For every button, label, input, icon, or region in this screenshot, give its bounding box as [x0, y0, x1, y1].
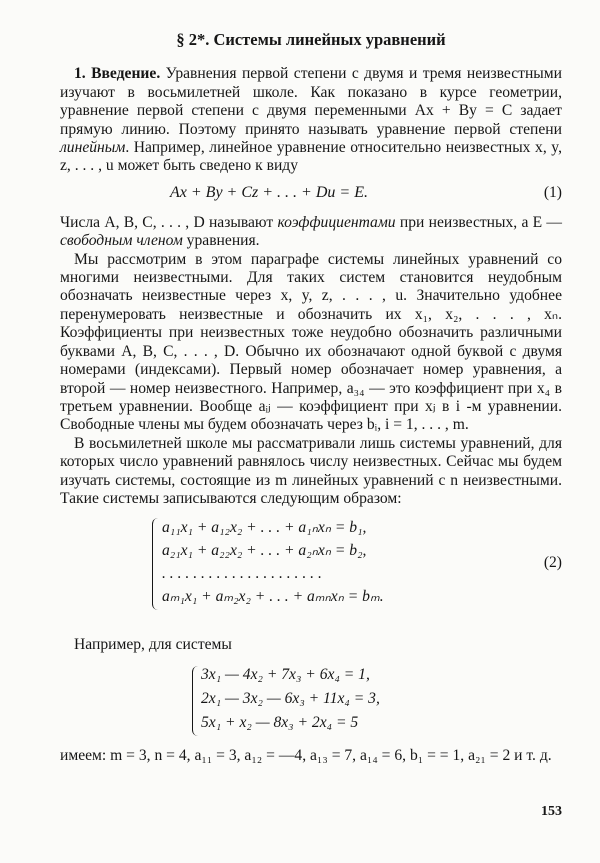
system-2-row: aₘ₁x₁ + aₘ₂x₂ + . . . + aₘₙxₙ = bₘ.	[162, 588, 384, 606]
intro-paragraph	[60, 65, 562, 175]
conclusion-paragraph: имеем: m = 3, n = 4, a₁₁ = 3, a₁₂ = —4, a₁₃ = 7, a₁₄ = 6, b₁ = = 1, a₂₁ = 2 и т. д.	[60, 746, 552, 764]
equation-1-body: Ax + By + Cz + . . . + Du = E.	[170, 183, 368, 201]
system-2	[60, 516, 562, 616]
p2-part-b: при неизвестных, а E —	[395, 213, 562, 231]
coefficients-paragraph	[60, 214, 562, 251]
example-system-rows	[201, 663, 380, 735]
system-2-row: . . . . . . . . . . . . . . . . . . . . .	[162, 565, 322, 583]
equation-1-number: (1)	[543, 183, 562, 201]
system-2-brace	[152, 518, 159, 610]
intro-emphasis: линейным	[60, 139, 126, 157]
systems-paragraph: В восьмилетней школе мы рассматривали лишь системы уравнений, для которых число уравнений равнялось числу неизвестных. Сейчас мы будем изучать системы, состоящие из m линейных уравнений с n неизвестными. Такие системы записываются следующим образом:	[60, 434, 562, 507]
example-system	[60, 663, 562, 741]
intro-text: Уравнения первой степени с двумя и тремя неизвестными изучают в восьмилетней школе. Как показано в курсе геометрии, уравнение первой степени с двумя переменными Ax + By = C задает прямую линию. Поэтому принято называть уравнение первой степени	[60, 65, 562, 138]
section-title: § 2*. Системы линейных уравнений	[176, 30, 446, 49]
example-system-row: 2x₁ — 3x₂ — 6x₃ + 11x₄ = 3,	[201, 689, 380, 707]
p2-emphasis-coefficients: коэффициентами	[277, 213, 396, 231]
p2-emphasis-free-term: свободным членом	[60, 232, 183, 250]
intro-tail: . Например, линейное уравнение относительно неизвестных x, y, z, . . . , u может быть сведено к виду	[60, 139, 562, 175]
notation-paragraph: Мы рассмотрим в этом параграфе системы линейных уравнений со многими неизвестными. Для таких систем становится неудобным обозначать неизвестные через x, y, z, . . . , u. Значительно удобнее перенумеровать неизвестные и обозначить их x₁, x₂, . . . , xₙ. Коэффициенты при неизвестных тоже неудобно обозначить различными буквами A, B, C, . . . , D. Обычно их обозначают одной буквой с двумя номерами (индексами). Первый номер обозначает номер уравнения, а второй — номер неизвестного. Например, a₃₄ — это коэффициент при x₄ в третьем уравнении. Вообще aᵢⱼ — коэффициент при xⱼ в i -м уравнении. Свободные члены мы будем обозначать через bᵢ, i = 1, . . . , m.	[60, 250, 562, 434]
equation-2-number: (2)	[543, 554, 562, 572]
page-number: 153	[541, 804, 562, 819]
example-system-row: 5x₁ + x₂ — 8x₃ + 2x₄ = 5	[201, 713, 359, 731]
example-system-row: 3x₁ — 4x₂ + 7x₃ + 6x₄ = 1,	[201, 665, 370, 683]
equation-1	[60, 180, 562, 208]
system-2-rows	[162, 516, 384, 608]
system-2-row: a₂₁x₁ + a₂₂x₂ + . . . + a₂ₙxₙ = b₂,	[162, 542, 367, 560]
intro-lead: 1. Введение.	[74, 65, 161, 83]
p2-part-a: Числа A, B, C, . . . , D называют	[60, 213, 278, 231]
example-intro: Например, для системы	[74, 636, 232, 654]
system-2-row: a₁₁x₁ + a₁₂x₂ + . . . + a₁ₙxₙ = b₁,	[162, 519, 367, 537]
example-system-brace	[192, 666, 199, 736]
p2-part-c: уравнения.	[182, 232, 260, 250]
